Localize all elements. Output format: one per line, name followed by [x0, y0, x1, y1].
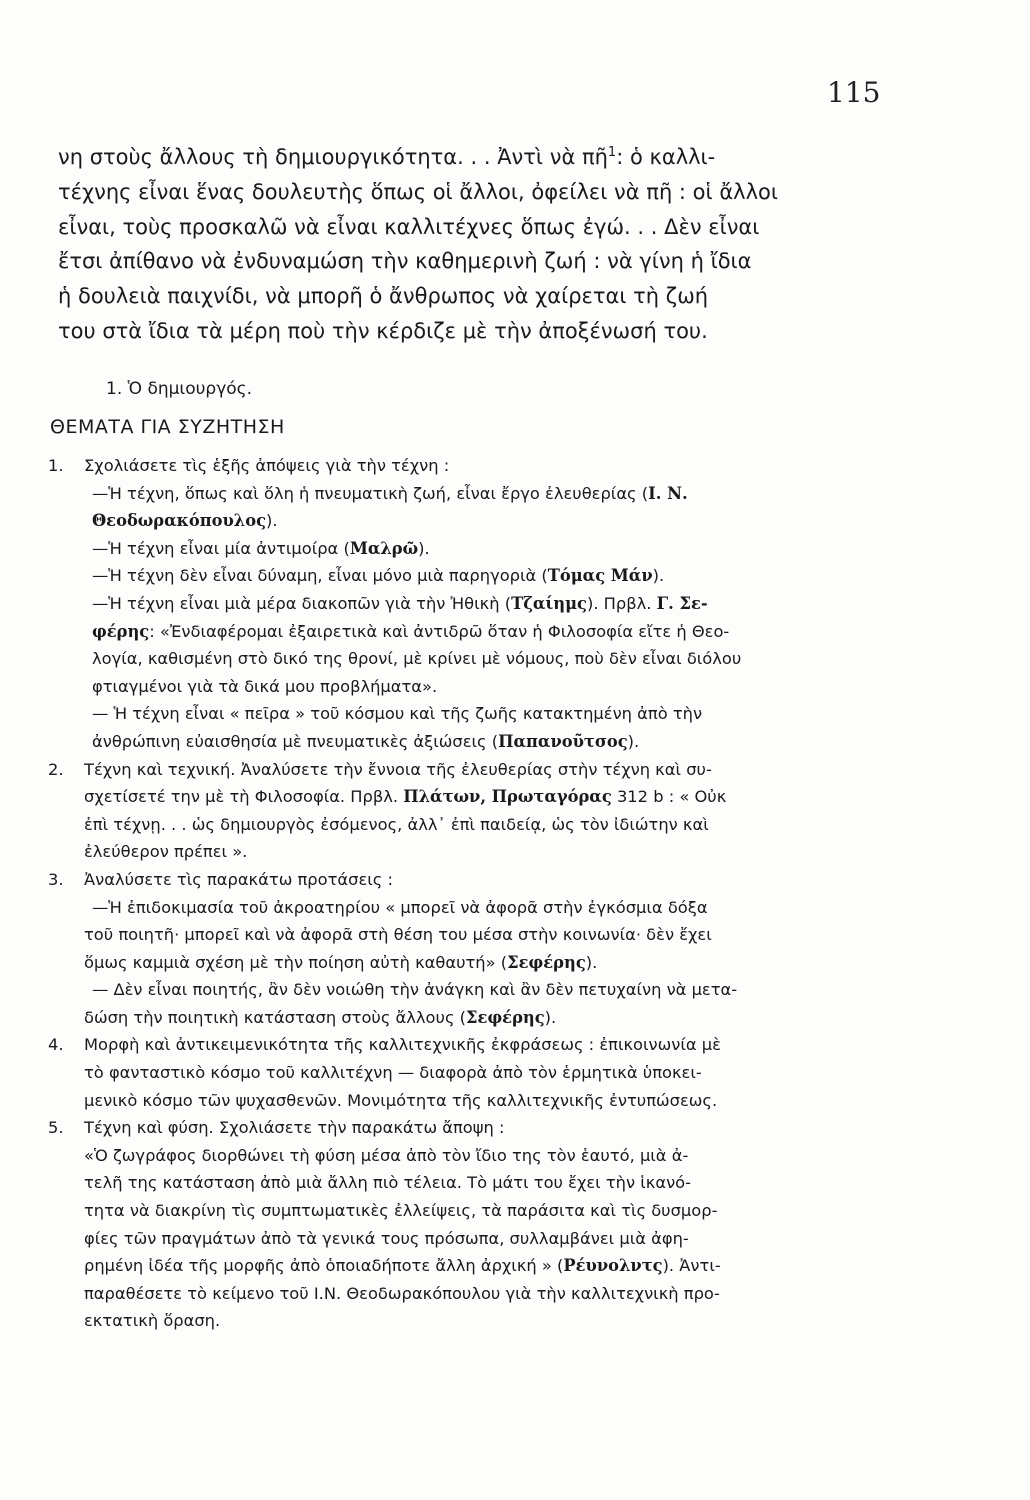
question-5	[48, 1114, 880, 1335]
question-line: —Ἡ τέχνη, ὅπως καὶ ὅλη ἡ πνευματικὴ ζωή, εἶναι ἔργο ἐλευθερίας (Ι. Ν.	[92, 483, 688, 503]
question-line: Τέχνη καὶ φύση. Σχολιάσετε τὴν παρακάτω ἄποψη :	[84, 1118, 505, 1138]
question-line: εκτατικὴ ὅραση.	[84, 1311, 221, 1331]
paragraph-line: ἡ δουλειὰ παιχνίδι, νὰ μπορῆ ὁ ἄνθρωπος νὰ χαίρεται τὴ ζωή	[58, 284, 709, 309]
question-line: τοῦ ποιητῆ· μπορεῖ καὶ νὰ ἀφορᾶ στὴ θέση του μέσα στὴν κοινωνία· δὲν ἔχει	[84, 925, 712, 945]
question-line: Ἀναλύσετε τὶς παρακάτω προτάσεις :	[84, 869, 393, 889]
questions-list	[48, 452, 880, 1335]
question-line: Σχολιάσετε τὶς ἑξῆς ἀπόψεις γιὰ τὴν τέχνη :	[84, 456, 450, 475]
question-line: —Ἡ τέχνη εἶναι μιὰ μέρα διακοπῶν γιὰ τὴν Ἠθικὴ (Τζαίημς). Πρβλ. Γ. Σε-	[92, 593, 708, 613]
question-line: μενικὸ κόσμο τῶν ψυχασθενῶν. Μονιμότητα τῆς καλλιτεχνικῆς ἐντυπώσεως.	[84, 1090, 718, 1110]
question-line: —Ἡ τέχνη δὲν εἶναι δύναμη, εἶναι μόνο μιὰ παρηγοριὰ (Τόμας Μάν).	[92, 566, 665, 586]
question-line: φίες τῶν πραγμάτων ἀπὸ τὰ γενικά τους πρόσωπα, συλλαμβάνει μιὰ ἀφη-	[84, 1228, 689, 1248]
question-line: τὸ φανταστικὸ κόσμο τοῦ καλλιτέχνη — διαφορὰ ἀπὸ τὸν ἑρμητικὰ ὑποκει-	[84, 1063, 702, 1083]
question-line: Μορφὴ καὶ ἀντικειμενικότητα τῆς καλλιτεχνικῆς ἐκφράσεως : ἐπικοινωνία μὲ	[84, 1035, 721, 1055]
question-line: Τέχνη καὶ τεχνική. Ἀναλύσετε τὴν ἔννοια τῆς ἐλευθερίας στὴν τέχνη καὶ συ-	[84, 759, 712, 779]
paragraph-line: τέχνης εἶναι ἕνας δουλευτὴς ὅπως οἱ ἄλλοι, ὀφείλει νὰ πῆ : οἱ ἄλλοι	[58, 179, 778, 204]
paragraph-line: ἔτσι ἀπίθανο νὰ ἐνδυναμώση τὴν καθημερινὴ ζωή : νὰ γίνη ἡ ἴδια	[58, 249, 752, 274]
question-number: 2.	[48, 759, 64, 779]
question-3	[48, 866, 880, 1032]
question-line: —Ἡ ἐπιδοκιμασία τοῦ ἀκροατηρίου « μπορεῖ νὰ ἀφορᾶ στὴν ἐγκόσμια δόξα	[92, 897, 708, 917]
question-line: φτιαγμένοι γιὰ τὰ δικά μου προβλήματα».	[92, 676, 438, 696]
page-number: 115	[827, 76, 881, 109]
question-line: τελῆ της κατάσταση ἀπὸ μιὰ ἄλλη πιὸ τέλεια. Τὸ μάτι του ἔχει τὴν ἱκανό-	[84, 1173, 692, 1193]
question-line: — Ἡ τέχνη εἶναι « πεῖρα » τοῦ κόσμου καὶ τῆς ζωῆς κατακτημένη ἀπὸ τὴν	[92, 704, 703, 724]
question-line: Θεοδωρακόπουλος).	[92, 511, 278, 531]
question-line: λογία, καθισμένη στὸ δικό της θρονί, μὲ κρίνει μὲ νόμους, ποὺ δὲν εἶναι διόλου	[92, 649, 742, 669]
question-line: «Ὁ ζωγράφος διορθώνει τὴ φύση μέσα ἀπὸ τὸν ἴδιο της τὸν ἑαυτό, μιὰ ἀ-	[84, 1145, 689, 1165]
question-line: τητα νὰ διακρίνη τὶς συμπτωματικὲς ἐλλείψεις, τὰ παράσιτα καὶ τὶς δυσμορ-	[84, 1201, 718, 1221]
question-line: σχετίσετέ την μὲ τὴ Φιλοσοφία. Πρβλ. Πλάτων, Πρωταγόρας 312 b : « Οὐκ	[84, 787, 727, 807]
question-line: ἐλεύθερον πρέπει ».	[84, 842, 248, 862]
question-number: 4.	[48, 1035, 64, 1055]
question-line: ρημένη ἰδέα τῆς μορφῆς ἀπὸ ὁποιαδήποτε ἄλλη ἀρχική » (Ρέυνολντς). Ἀντι-	[84, 1256, 721, 1276]
question-number: 5.	[48, 1118, 64, 1138]
footnote-marker: 1	[607, 145, 617, 160]
question-4	[48, 1031, 880, 1114]
question-line: ἀνθρώπινη εὐαισθησία μὲ πνευματικὲς ἀξιώσεις (Παπανοῦτσος).	[92, 731, 640, 751]
body-paragraph	[58, 140, 870, 349]
question-line: —Ἡ τέχνη εἶναι μία ἀντιμοίρα (Μαλρῶ).	[92, 538, 430, 558]
question-number: 1.	[48, 456, 64, 475]
question-line: ὅμως καμμιὰ σχέση μὲ τὴν ποίηση αὐτὴ καθαυτή» (Σεφέρης).	[84, 952, 598, 972]
question-2	[48, 756, 880, 866]
question-line: δώση τὴν ποιητικὴ κατάσταση στοὺς ἄλλους (Σεφέρης).	[84, 1007, 557, 1027]
question-line: ἐπὶ τέχνῃ. . . ὡς δημιουργὸς ἐσόμενος, ἀλλ᾽ ἐπὶ παιδείᾳ, ὡς τὸν ἰδιώτην καὶ	[84, 814, 709, 834]
section-title: ΘΕΜΑΤΑ ΓΙΑ ΣΥΖΗΤΗΣΗ	[50, 416, 285, 438]
question-line: φέρης: «Ἐνδιαφέρομαι ἐξαιρετικὰ καὶ ἀντιδρῶ ὅταν ἡ Φιλοσοφία εἴτε ἡ Θεο-	[92, 621, 730, 641]
question-line: — Δὲν εἶναι ποιητής, ἂν δὲν νοιώθη τὴν ἀνάγκη καὶ ἂν δὲν πετυχαίνη νὰ μετα-	[92, 980, 738, 1000]
paragraph-line: νη στοὺς ἄλλους τὴ δημιουργικότητα. . . Ἀντὶ νὰ πῆ$^1$: ὁ καλλι-	[58, 145, 716, 169]
footnote: 1. Ὁ δημιουργός.	[106, 379, 253, 399]
question-line: παραθέσετε τὸ κείμενο τοῦ Ι.Ν. Θεοδωρακόπουλου γιὰ τὴν καλλιτεχνικὴ προ-	[84, 1283, 720, 1303]
paragraph-line: του στὰ ἴδια τὰ μέρη ποὺ τὴν κέρδιζε μὲ τὴν ἀποξένωσή του.	[58, 318, 708, 343]
paragraph-line: εἶναι, τοὺς προσκαλῶ νὰ εἶναι καλλιτέχνες ὅπως ἐγώ. . . Δὲν εἶναι	[58, 214, 760, 239]
question-number: 3.	[48, 869, 64, 889]
question-1	[48, 452, 880, 756]
